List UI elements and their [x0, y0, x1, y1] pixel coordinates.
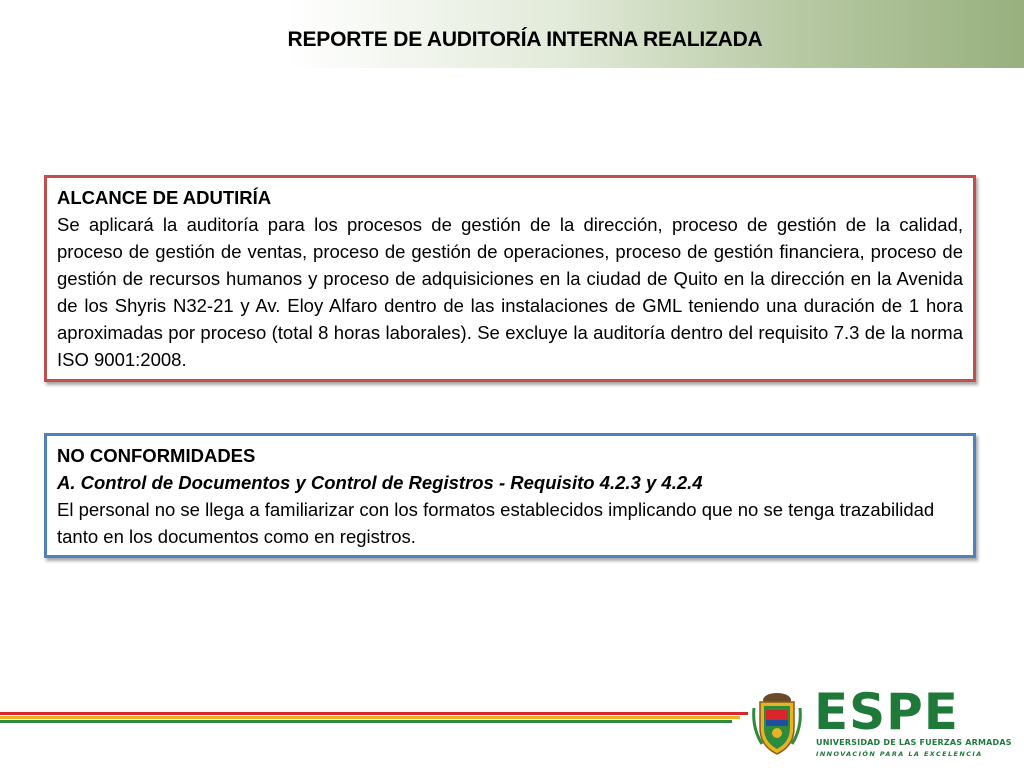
scope-body: Se aplicará la auditoría para los procesos de gestión de la dirección, proceso de gestión de la calidad, proceso de gestión de ventas, proceso de gestión de operaciones, proceso de gestión financiera, proceso de gestión de recursos humanos y proceso de adquisiciones en la ciudad de Quito en la dirección en la Avenida de los Shyris N32-21 y Av. Eloy Alfaro dentro de las instalaciones de GML teniendo una duración de 1 hora aproximadas por proceso (total 8 horas laborales). Se excluye la auditoría dentro del requisito 7.3 de la norma ISO 9001:2008. — [57, 214, 963, 370]
university-motto: INNOVACIÓN PARA LA EXCELENCIA — [816, 750, 983, 758]
page-title: REPORTE DE AUDITORÍA INTERNA REALIZADA — [287, 28, 763, 51]
espe-logo-text: ESPE — [814, 683, 959, 741]
footer-stripe-red — [0, 712, 748, 715]
footer-stripes — [0, 712, 748, 726]
footer-stripe-green — [0, 720, 732, 723]
university-crest-icon — [750, 688, 804, 756]
nonconformity-title: A. Control de Documentos y Control de Registros - Requisito 4.2.3 y 4.2.4 — [57, 472, 703, 493]
university-name: UNIVERSIDAD DE LAS FUERZAS ARMADAS — [816, 738, 1012, 747]
scope-box — [44, 175, 976, 382]
nonconformities-heading: NO CONFORMIDADES — [57, 445, 256, 466]
scope-heading: ALCANCE DE ADUTIRÍA — [57, 187, 272, 208]
footer-stripe-gold — [0, 716, 740, 719]
title-bar — [0, 0, 1024, 68]
nonconformity-body: El personal no se llega a familiarizar con los formatos establecidos implicando que no se tenga trazabilidad tanto en los documentos como en registros. — [57, 499, 935, 547]
nonconformities-box — [44, 433, 976, 558]
espe-logo — [748, 684, 1018, 768]
